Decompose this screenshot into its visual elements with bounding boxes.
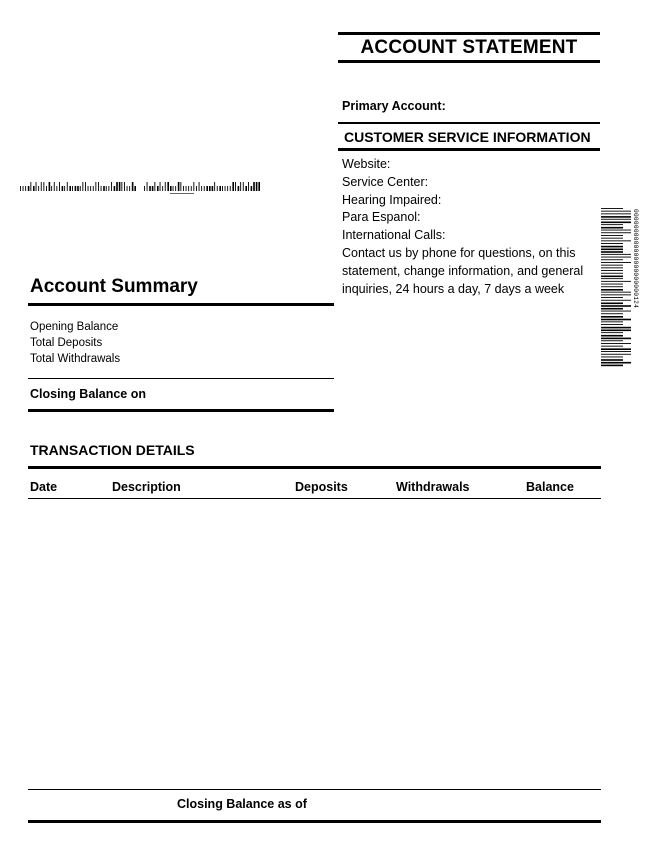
column-header-description: Description [112,480,181,494]
barcode-bar [209,186,211,191]
barcode-bar [601,243,623,244]
barcode-bar [253,182,255,191]
barcode-bar [124,182,125,191]
barcode-bar [170,186,172,191]
barcode-bar [601,265,623,266]
customer-service-title: CUSTOMER SERVICE INFORMATION [344,129,591,145]
barcode-bar [601,235,623,236]
barcode-bar [601,270,623,271]
barcode-bar [601,305,631,307]
barcode-bar [248,182,249,191]
barcode-bar [93,186,94,191]
closing-bottom-rule [28,820,601,823]
barcode-bar [41,182,42,191]
transactions-header-rule [28,498,601,499]
barcode-bar [85,182,86,191]
barcode-bar [601,359,623,361]
customer-service-rule [338,148,600,151]
barcode-bar [601,211,631,212]
barcode-bar [222,186,223,191]
barcode-bar [240,182,241,191]
barcode-bar [119,182,121,191]
barcode-bar [251,186,253,191]
barcode-bar [225,186,226,191]
barcode-bar [601,249,623,251]
barcode-bar [601,324,623,325]
barcode-bar [157,186,159,191]
barcode-bar [129,186,130,191]
transaction-details-title: TRANSACTION DETAILS [30,442,195,458]
barcode-bar [38,186,39,191]
barcode-bar [601,354,631,355]
barcode-bar [98,182,99,191]
transactions-top-rule [28,466,601,469]
primary-account-rule [338,122,600,124]
barcode-bar [36,182,37,191]
barcode-bar [114,186,116,191]
total-deposits-label: Total Deposits [30,337,103,349]
barcode-bar [82,182,83,191]
barcode-bar [199,182,200,191]
barcode-bar [214,182,215,191]
barcode-bar [196,186,197,191]
barcode-bar [188,186,189,191]
barcode-bar [601,294,631,295]
barcode-bar [601,259,623,260]
barcode-bar [601,332,623,333]
barcode-bar [601,303,623,305]
barcode-bar [77,186,79,191]
barcode-bar [191,186,192,191]
barcode-bar [230,186,231,191]
opening-balance-label: Opening Balance [30,321,119,333]
barcode-bar [90,186,91,191]
statement-title: ACCOUNT STATEMENT [360,37,578,58]
barcode-bar [258,182,260,191]
barcode-bar [601,346,623,347]
account-summary-title: Account Summary [30,276,198,297]
barcode-bar [601,267,623,268]
barcode-bar [235,182,236,191]
column-header-withdrawals: Withdrawals [396,480,470,494]
barcode-bar [201,186,202,191]
barcode-bar [601,357,623,358]
transactions-body [28,500,601,788]
barcode-bar [601,224,623,225]
barcode-bar [601,251,623,253]
barcode-bar [601,257,631,258]
column-header-deposits: Deposits [295,480,348,494]
closing-thin-rule [28,789,601,790]
title-bottom-rule [338,60,600,63]
barcode-bar [227,186,228,191]
barcode-bar [601,284,623,285]
column-header-date: Date [30,480,58,494]
primary-account-label: Primary Account: [342,99,446,113]
customer-service-note [342,244,600,298]
barcode-bar [80,186,81,191]
title-top-rule [338,32,600,35]
barcode-bar [46,186,47,191]
barcode-bar [601,232,631,233]
barcode-bar [121,182,122,191]
column-header-balance: Balance [526,480,574,494]
barcode-bar [186,186,187,191]
barcode-bar [56,186,57,191]
barcode-bar [28,186,30,191]
barcode-bar [144,186,145,191]
barcode-bar [601,246,623,248]
closing-balance-as-of-label: Closing Balance as of [177,797,307,811]
barcode-bar [601,276,623,278]
barcode-bar [175,186,176,191]
barcode-bar [160,182,161,191]
barcode-bar [212,186,214,191]
barcode-bar [204,186,205,191]
total-withdrawals-label: Total Withdrawals [30,353,121,365]
horizontal-barcode-icon [20,181,260,196]
barcode-bar [23,186,24,191]
barcode-bar [25,186,26,191]
barcode-bar [111,182,112,191]
barcode-bar [217,186,218,191]
barcode-bar [183,186,184,191]
barcode-bar [601,286,623,287]
barcode-bar [232,182,234,191]
barcode-bar [601,327,631,329]
barcode-bar [601,308,623,310]
barcode-bar [193,182,194,191]
barcode-bar [108,186,109,191]
barcode-bar [243,182,244,191]
barcode-bar [601,289,623,291]
csi-international-calls: International Calls: [342,228,446,243]
csi-note-line: statement, change information, and general [342,264,584,278]
csi-note-line: inquiries, 24 hours a day, 7 days a week [342,282,565,296]
barcode-bar [601,321,623,322]
barcode-bar [43,182,44,191]
csi-note-line: Contact us by phone for questions, on this [342,246,576,260]
barcode-bar [54,182,55,191]
barcode-bar [134,186,136,191]
barcode-bar [601,281,631,282]
barcode-bar [154,182,155,191]
barcode-bar [601,254,631,255]
csi-hearing-impaired: Hearing Impaired: [342,192,442,207]
barcode-bar [601,330,631,332]
barcode-bar [245,186,247,191]
barcode-bar [132,182,134,191]
barcode-bar [33,186,35,191]
barcode-bar [601,292,631,293]
barcode-bar [49,182,51,191]
barcode-bar [64,186,65,191]
barcode-bar [601,335,623,337]
barcode-bar [88,186,89,191]
barcode-bar [67,182,68,191]
csi-para-espanol: Para Espanol: [342,210,421,225]
barcode-bar [601,300,631,301]
barcode-bar [62,186,64,191]
barcode-bar [601,340,623,341]
barcode-bar [601,262,631,263]
barcode-bar [101,186,102,191]
barcode-bar [601,227,623,229]
barcode-bar [152,186,154,191]
summary-bottom-rule [28,409,334,412]
barcode-bar [601,311,631,312]
barcode-bar [178,182,180,191]
barcode-bar [106,186,107,191]
barcode-bar [601,338,631,340]
barcode-vertical-text: 0000000000000000000000124 [632,209,639,309]
barcode-bar [51,186,52,191]
barcode-bar [69,186,71,191]
barcode-bar [601,213,631,214]
account-summary-rule [28,303,334,306]
barcode-bar [149,186,151,191]
barcode-bar [601,240,631,241]
barcode-bar [165,182,166,191]
barcode-bar [238,186,240,191]
barcode-bar [601,348,631,350]
barcode-bar [601,219,631,220]
barcode-bar [601,216,631,218]
barcode-bar [601,238,623,239]
barcode-bar [219,186,221,191]
barcode-bar [173,186,174,191]
barcode-bar [601,278,623,279]
closing-balance-on-label: Closing Balance on [30,387,146,401]
barcode-bar [206,186,208,191]
barcode-bar [72,186,73,191]
barcode-bar [601,343,631,344]
barcode-bar [601,362,631,364]
vertical-barcode-icon [601,208,637,366]
barcode-bar [167,182,169,191]
barcode-bar [116,182,118,191]
barcode-bar [30,182,31,191]
barcode-bar [601,351,631,352]
barcode-bar [601,365,623,367]
barcode-bar [59,182,60,191]
barcode-bar [601,297,623,298]
barcode-bar [127,186,128,191]
customer-service-list [342,156,600,245]
account-summary-rows [30,319,120,367]
barcode-bar [256,182,258,191]
barcode-bar [20,186,21,191]
barcode-bar [601,208,623,209]
barcode-bar [601,273,623,274]
barcode-bar [601,319,631,321]
barcode-bar [103,186,105,191]
csi-service-center: Service Center: [342,174,429,189]
barcode-bar [180,182,181,191]
barcode-bar [601,230,631,231]
barcode-bar [601,222,631,224]
barcode-bar [601,316,623,318]
summary-thin-rule [28,378,334,379]
barcode-caption-mark [170,193,194,194]
barcode-bar [75,186,77,191]
barcode-bar [162,186,163,191]
csi-website: Website: [342,157,391,171]
barcode-bar [601,313,623,314]
barcode-bar [147,182,148,191]
barcode-bar [95,182,96,191]
